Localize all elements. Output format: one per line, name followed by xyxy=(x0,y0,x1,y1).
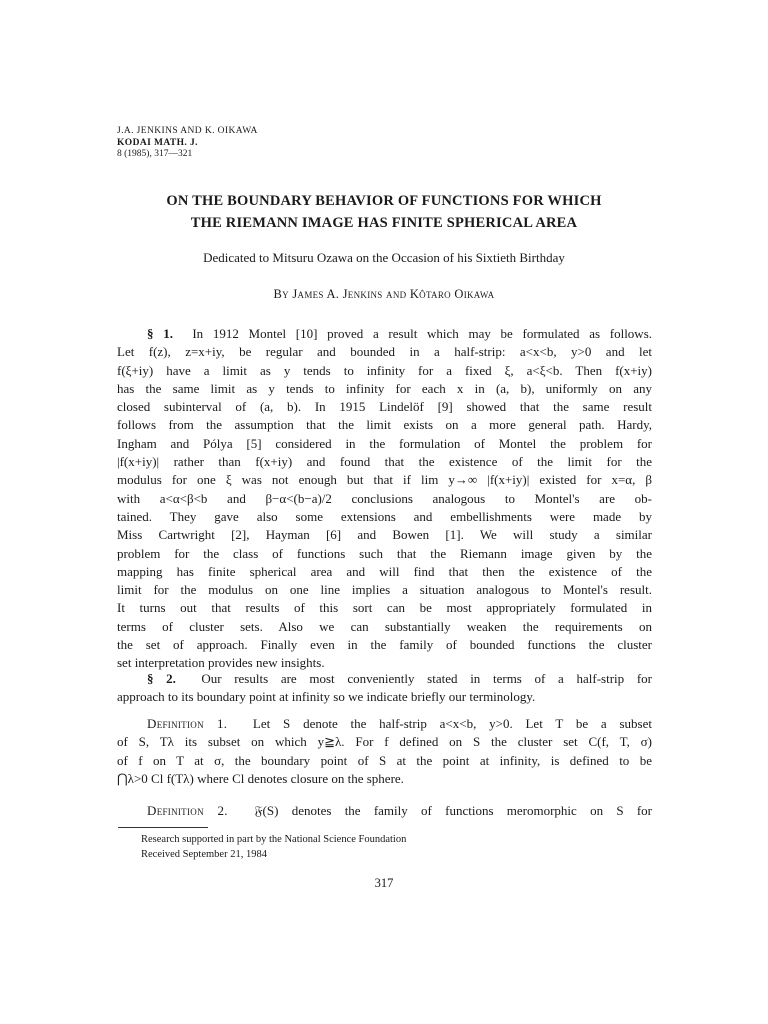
line-text: Miss Cartwright [2], Hayman [6] and Bowen [1]. We will study a similar xyxy=(117,527,652,543)
text-line xyxy=(117,581,652,599)
line-text: limit for the modulus on one line implies a situation analogous to Montel's result. xyxy=(117,582,652,598)
text-line xyxy=(117,435,652,453)
title-line-2: THE RIEMANN IMAGE HAS FINITE SPHERICAL AREA xyxy=(190,215,578,231)
definition-1-paragraph xyxy=(117,715,652,788)
paper-title xyxy=(100,190,668,234)
line-text: modulus for one ξ was not enough but that if lim y→∞ |f(x+iy)| existed for x=α, β xyxy=(117,472,652,488)
definition-2-line xyxy=(117,802,652,820)
text-line xyxy=(117,770,652,788)
text-line xyxy=(117,526,652,544)
dedication: Dedicated to Mitsuru Ozawa on the Occasion of his Sixtieth Birthday xyxy=(203,250,565,265)
line-text: mapping has finite spherical area and will find that then the existence of the xyxy=(117,563,652,579)
line-text: approach to its boundary point at infinity so we indicate briefly our terminology. xyxy=(117,689,536,705)
line-text: |f(x+iy)| rather than f(x+iy) and found that the existence of the limit for the xyxy=(117,454,652,470)
title-line-1: ON THE BOUNDARY BEHAVIOR OF FUNCTIONS FOR WHICH xyxy=(166,193,602,209)
text-line xyxy=(117,733,652,751)
text-line xyxy=(117,563,652,581)
text-line xyxy=(117,688,652,706)
text-line xyxy=(117,343,652,361)
text-line xyxy=(117,398,652,416)
text-line xyxy=(117,545,652,563)
line-text: with a<α<β<b and β−α<(b−a)/2 conclusions analogous to Montel's are ob- xyxy=(117,490,652,506)
text-line xyxy=(117,453,652,471)
journal-header xyxy=(117,126,258,161)
line-text: set interpretation provides new insights. xyxy=(117,655,325,671)
text-line xyxy=(117,362,652,380)
byline: By James A. Jenkins and Kôtaro Oikawa xyxy=(273,287,495,301)
text-line xyxy=(117,715,652,733)
footnote-support: Research supported in part by the National Science Foundation xyxy=(141,834,407,845)
paragraph-marker: § 2. xyxy=(147,671,176,686)
text-line xyxy=(117,599,652,617)
text-line xyxy=(117,636,652,654)
line-text: In 1912 Montel [10] proved a result which may be formulated as follows. xyxy=(192,326,653,341)
paragraph-marker: Definition 1. xyxy=(147,716,228,731)
line-text: Our results are most conveniently stated in terms of a half-strip for xyxy=(201,671,653,686)
line-text: Let S denote the half-strip a<x<b, y>0. Let T be a subset xyxy=(252,716,652,731)
line-text: of S, Tλ its subset on which y≧λ. For f defined on S the cluster set C(f, T, σ) xyxy=(117,734,652,750)
line-text: f(ξ+iy) have a limit as y tends to infinity for a fixed ξ, a<ξ<b. Then f(x+iy) xyxy=(117,362,652,378)
definition-2-label: Definition 2. xyxy=(147,803,228,818)
text-line xyxy=(117,670,652,688)
page-number: 317 xyxy=(374,876,394,890)
line-text: closed subinterval of (a, b). In 1915 Lindelöf [9] showed that the same result xyxy=(117,399,652,415)
line-text: of f on T at σ, the boundary point of S at the point at infinity, is defined to be xyxy=(117,752,652,768)
line-text: It turns out that results of this sort can be most appropriately formulated in xyxy=(117,600,652,616)
line-text: Ingham and Pólya [5] considered in the formulation of Montel the problem for xyxy=(117,435,652,451)
line-text: Let f(z), z=x+iy, be regular and bounded in a half-strip: a<x<b, y>0 and let xyxy=(117,344,652,360)
text-line xyxy=(117,325,652,343)
text-line xyxy=(117,618,652,636)
line-text: ⋂λ>0 Cl f(Tλ) where Cl denotes closure on the sphere. xyxy=(117,770,404,786)
line-text: follows from the assumption that the limit exists on a more general path. Hardy, xyxy=(117,417,652,433)
line-text: has the same limit as y tends to infinity for each x in (a, b), uniformly on any xyxy=(117,380,652,396)
paragraph-marker: § 1. xyxy=(147,326,173,341)
text-line xyxy=(117,508,652,526)
footnote-received: Received September 21, 1984 xyxy=(141,849,267,860)
text-line xyxy=(117,490,652,508)
footnotes xyxy=(141,832,406,862)
text-line xyxy=(117,416,652,434)
journal-name: KODAI MATH. J. xyxy=(117,137,198,148)
section-1-paragraph xyxy=(117,325,652,673)
running-authors: J.A. JENKINS AND K. OIKAWA xyxy=(117,126,258,136)
section-2-paragraph xyxy=(117,670,652,707)
text-line xyxy=(117,752,652,770)
text-line xyxy=(117,471,652,489)
definition-2-paragraph xyxy=(117,802,652,820)
line-text: tained. They gave also some extensions and embellishments were made by xyxy=(117,508,652,524)
definition-2-text: 𝔉(S) denotes the family of functions meromorphic on S for xyxy=(254,803,652,818)
line-text: terms of cluster sets. Also we can substantially weaken the requirements on xyxy=(117,618,652,634)
footnote-rule xyxy=(118,827,208,828)
line-text: problem for the class of functions such that the Riemann image given by the xyxy=(117,545,652,561)
line-text: the set of approach. Finally even in the family of bounded functions the cluster xyxy=(117,637,652,653)
text-line xyxy=(117,380,652,398)
journal-volume: 8 (1985), 317—321 xyxy=(117,149,193,159)
